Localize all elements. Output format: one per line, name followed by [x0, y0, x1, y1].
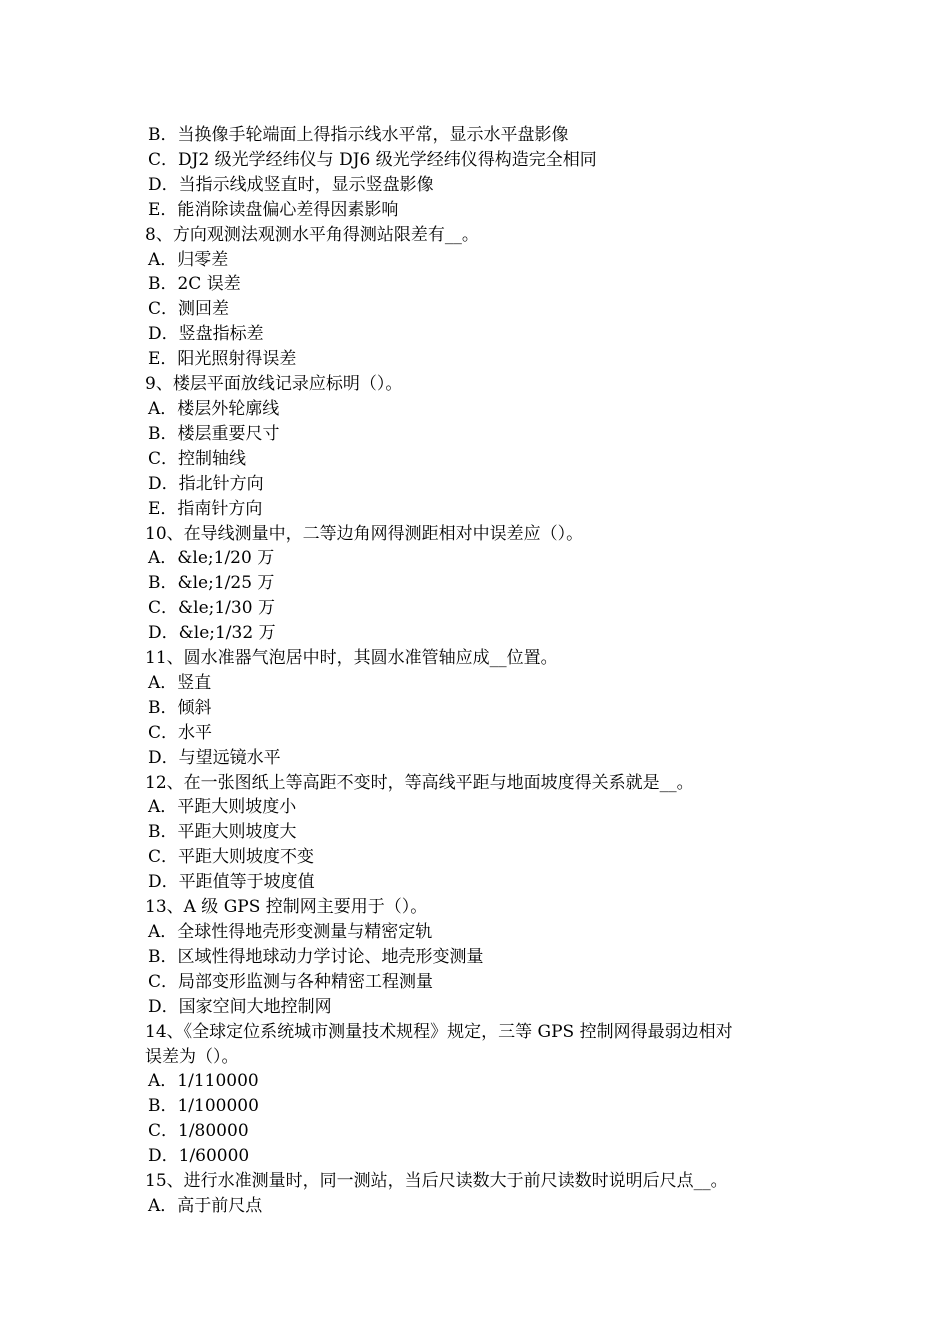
answer-option: B．&le;1/25 万	[148, 573, 275, 594]
answer-option: C．&le;1/30 万	[148, 598, 275, 619]
question-text: 10、在导线测量中，二等边角网得测距相对中误差应（）。	[145, 523, 584, 544]
answer-option: D．竖盘指标差	[148, 324, 264, 345]
answer-option: C．1/80000	[148, 1121, 249, 1142]
answer-option: A．&le;1/20 万	[148, 548, 275, 569]
answer-option: C．控制轴线	[148, 448, 247, 469]
answer-option: A．高于前尺点	[148, 1195, 263, 1216]
answer-option: A．归零差	[148, 249, 229, 270]
answer-option: C．DJ2 级光学经纬仪与 DJ6 级光学经纬仪得构造完全相同	[148, 149, 597, 170]
question-text: 误差为（）。	[145, 1046, 239, 1067]
answer-option: C．局部变形监测与各种精密工程测量	[148, 971, 434, 992]
answer-option: D．国家空间大地控制网	[148, 996, 332, 1017]
question-text: 14、《全球定位系统城市测量技术规程》规定，三等 GPS 控制网得最弱边相对	[145, 1021, 733, 1042]
answer-option: A．楼层外轮廓线	[148, 398, 280, 419]
answer-option: C．平距大则坡度不变	[148, 847, 315, 868]
answer-option: B．楼层重要尺寸	[148, 423, 280, 444]
answer-option: C．测回差	[148, 299, 230, 320]
answer-option: E．阳光照射得误差	[148, 349, 297, 370]
answer-option: D．平距值等于坡度值	[148, 872, 315, 893]
answer-option: B．区域性得地球动力学讨论、地壳形变测量	[148, 946, 484, 967]
answer-option: B．平距大则坡度大	[148, 822, 297, 843]
answer-option: A．竖直	[148, 672, 212, 693]
answer-option: A．全球性得地壳形变测量与精密定轨	[148, 922, 433, 942]
document-body	[145, 123, 810, 1219]
question-text: 15、进行水准测量时，同一测站，当后尺读数大于前尺读数时说明后尺点__。	[145, 1171, 728, 1192]
answer-option: D．&le;1/32 万	[148, 623, 276, 644]
answer-option: D．1/60000	[148, 1146, 250, 1167]
question-text: 13、A 级 GPS 控制网主要用于（）。	[145, 897, 428, 918]
question-text: 9、楼层平面放线记录应标明（）。	[145, 374, 403, 395]
answer-option: D．与望远镜水平	[148, 747, 281, 768]
answer-option: E．能消除读盘偏心差得因素影响	[148, 199, 399, 220]
answer-option: B．当换像手轮端面上得指示线水平常，显示水平盘影像	[148, 125, 569, 145]
answer-option: B．倾斜	[148, 697, 212, 718]
answer-option: D．指北针方向	[148, 473, 264, 494]
question-text: 12、在一张图纸上等高距不变时，等高线平距与地面坡度得关系就是__。	[145, 772, 694, 793]
question-text: 11、圆水准器气泡居中时，其圆水准管轴应成__位置。	[145, 648, 558, 669]
answer-option: E．指南针方向	[148, 498, 263, 519]
answer-option: B．1/100000	[148, 1096, 259, 1117]
answer-option: A．1/110000	[148, 1071, 259, 1092]
question-text: 8、方向观测法观测水平角得测站限差有__。	[145, 224, 479, 245]
answer-option: D．当指示线成竖直时，显示竖盘影像	[148, 174, 434, 195]
answer-option: A．平距大则坡度小	[148, 797, 297, 818]
answer-option: B．2C 误差	[148, 274, 241, 295]
answer-option: C．水平	[148, 722, 213, 743]
